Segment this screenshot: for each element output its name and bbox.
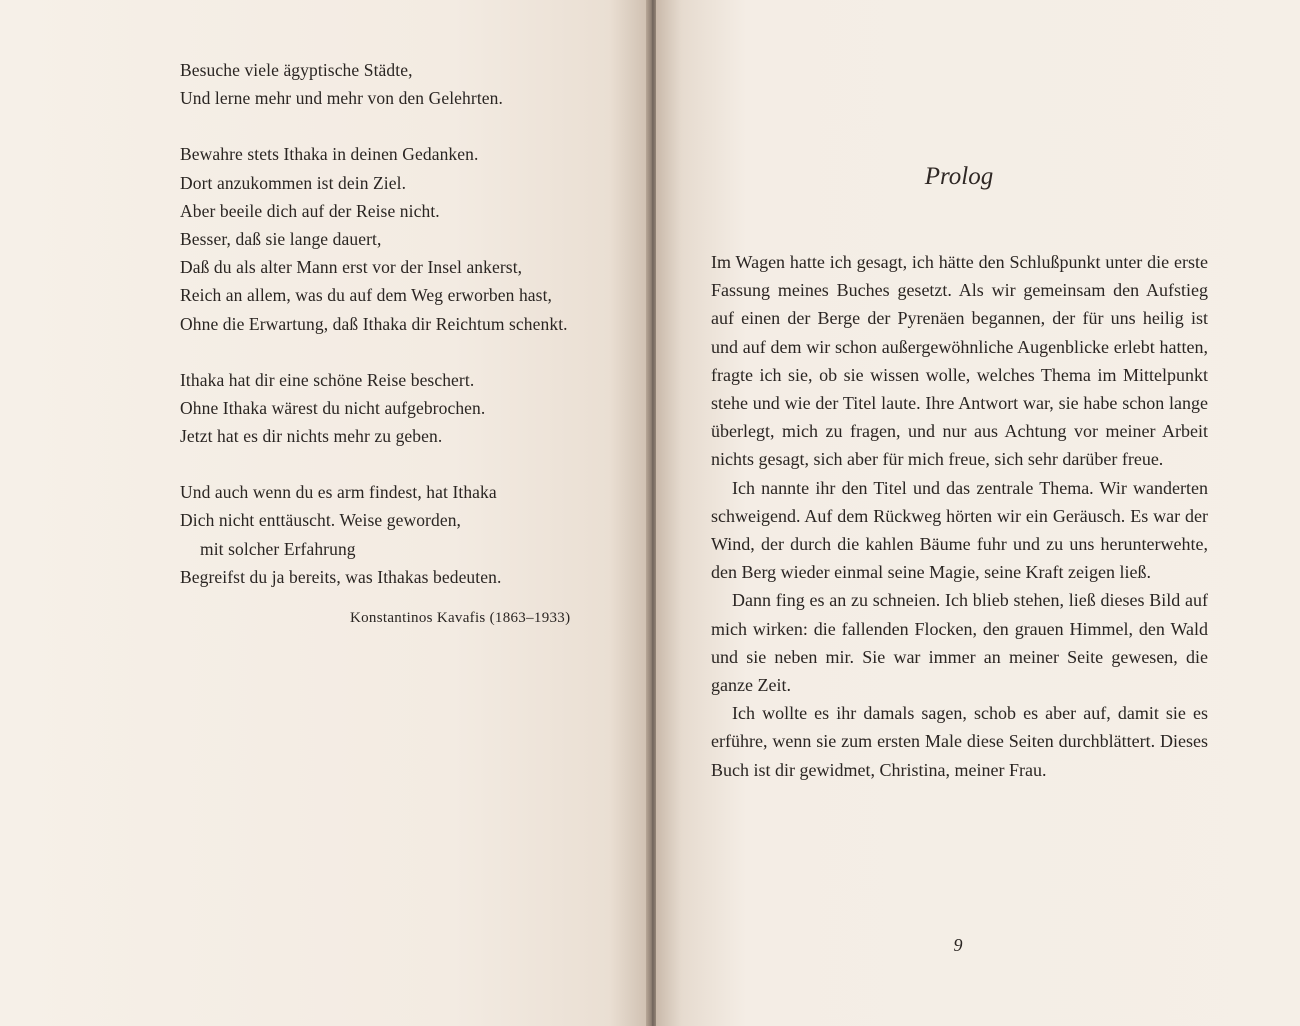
- poem-line: mit solcher Erfahrung: [200, 538, 356, 559]
- page-number: 9: [953, 935, 963, 955]
- poem-stanza-4: [180, 478, 620, 591]
- poem-stanza-2: [180, 140, 620, 337]
- poem-attribution: Konstantinos Kavafis (1863–1933): [350, 610, 571, 626]
- poem-line: Dort anzukommen ist dein Ziel.: [180, 172, 407, 193]
- chapter-heading: Prolog: [924, 163, 994, 190]
- paragraph: Ich nannte ihr den Titel und das zentrale Thema. Wir wanderten schweigend. Auf dem Rückweg hörten wir ein Geräusch. Es war der Wind, der durch die kahlen Bäume fuhr und zu uns herunterwehte, den Berg wieder einmal seine Magie, seine Kraft zeigen ließ.: [711, 477, 1208, 583]
- prose-text: [711, 248, 1208, 784]
- poem-line: Aber beeile dich auf der Reise nicht.: [180, 200, 440, 221]
- poem-stanza-3: [180, 366, 620, 451]
- poem-line: Ohne die Erwartung, daß Ithaka dir Reichtum schenkt.: [180, 313, 568, 334]
- left-page: [0, 0, 648, 1026]
- poem-line: Und auch wenn du es arm findest, hat Ithaka: [180, 482, 497, 503]
- poem-line: Begreifst du ja bereits, was Ithakas bedeuten.: [180, 566, 502, 587]
- poem-line: Ohne Ithaka wärest du nicht aufgebrochen.: [180, 397, 486, 418]
- poem-line: Und lerne mehr und mehr von den Gelehrten.: [180, 88, 503, 109]
- paragraph: Ich wollte es ihr damals sagen, schob es aber auf, damit sie es erführe, wenn sie zum ersten Male diese Seiten durchblättert. Dieses Buch ist dir gewidmet, Christina, meiner Frau.: [711, 703, 1208, 780]
- poem-line: Jetzt hat es dir nichts mehr zu geben.: [180, 426, 443, 447]
- poem: [180, 56, 620, 619]
- paragraph: Dann fing es an zu schneien. Ich blieb stehen, ließ dieses Bild auf mich wirken: die fallenden Flocken, den grauen Himmel, den Wald und sie neben mir. Sie war immer an meiner Seite gewesen, die ganze Zeit.: [711, 590, 1208, 696]
- poem-line: Dich nicht enttäuscht. Weise geworden,: [180, 510, 462, 531]
- poem-line: Besuche viele ägyptische Städte,: [180, 60, 413, 80]
- poem-line: Besser, daß sie lange dauert,: [180, 228, 382, 249]
- poem-line: Daß du als alter Mann erst vor der Insel ankerst,: [180, 257, 523, 278]
- poem-line: Ithaka hat dir eine schöne Reise beschert.: [180, 369, 475, 390]
- poem-line: Bewahre stets Ithaka in deinen Gedanken.: [180, 144, 479, 165]
- poem-line: Reich an allem, was du auf dem Weg erworben hast,: [180, 285, 553, 306]
- poem-stanza-1: [180, 56, 620, 112]
- paragraph: Im Wagen hatte ich gesagt, ich hätte den Schlußpunkt unter die erste Fassung meines Buches gesetzt. Als wir gemeinsam den Aufstieg auf einen der Berge der Pyrenäen begannen, der für uns heilig ist und auf dem wir schon außergewöhnliche Augenblicke erlebt hatten, fragte ich sie, ob sie wissen wolle, welches Thema im Mittelpunkt stehe und wie der Titel laute. Ihre Antwort war, sie habe schon lange überlegt, mich zu fragen, und nur aus Achtung vor meiner Arbeit nichts gesagt, sich aber für mich freue, sich sehr darüber freue.: [711, 252, 1208, 470]
